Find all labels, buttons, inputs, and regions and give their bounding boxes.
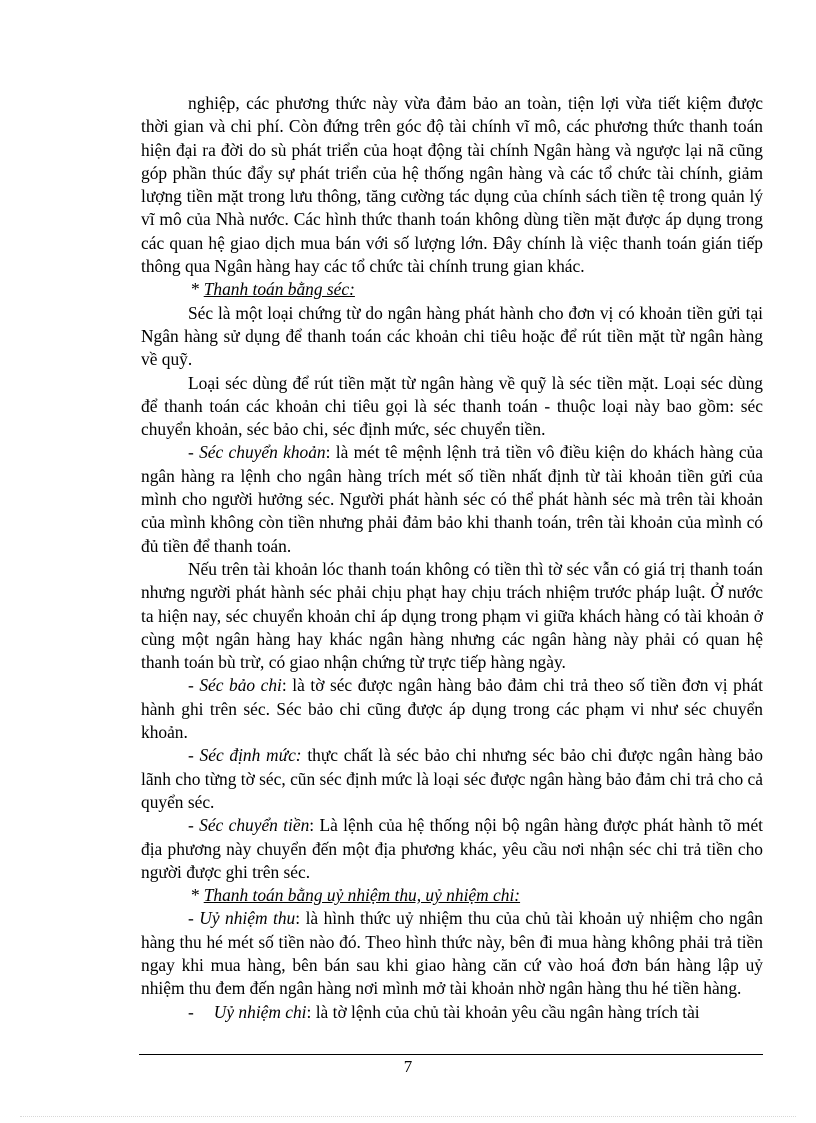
paragraph-cheque-definition: Séc là một loại chứng từ do ngân hàng phát hành cho đơn vị có khoản tiền gửi tại Ngân hàng sử dụng để thanh toán các khoản chi tiêu hoặc để rút tiền mặt từ ngân hàng về quỹ. [141,302,763,370]
heading-bullet: * [191,279,200,300]
dash: - [188,745,200,766]
definition: : là tờ lệnh của chủ tài khoản yêu cầu ngân hàng trích tài [306,1001,700,1022]
paragraph-limited-cheque [141,744,763,814]
term: Séc chuyển tiền [199,815,310,836]
paragraph-remittance-cheque [141,814,763,884]
paragraph-certified-cheque [141,674,763,744]
heading-bullet: * [191,885,200,906]
section-heading-cheque [141,278,763,301]
term: Séc định mức: [199,745,302,766]
heading-text: Thanh toán bằng uỷ nhiệm thu, uỷ nhiệm chi: [203,885,521,906]
paragraph-transfer-cheque-detail: Nếu trên tài khoản lóc thanh toán không có tiền thì tờ séc vẫn có giá trị thanh toán nhưng người phát hành séc phải chịu phạt hay chịu trách nhiệm trước pháp luật. Ở nước ta hiện nay, séc chuyển khoản chỉ áp dụng trong phạm vi giữa khách hàng có tài khoản ở cùng một ngân hàng hay khác ngân hàng nhưng các ngân hàng này phải có quan hệ thanh toán bù trừ, có giao nhận chứng từ trực tiếp hàng ngày. [141,558,763,673]
paragraph-cheque-types: Loại séc dùng để rút tiền mặt từ ngân hàng về quỹ là séc tiền mặt. Loại séc dùng để thanh toán các khoản chi tiêu gọi là séc thanh toán - thuộc loại này bao gồm: séc chuyển khoản, séc bảo chi, séc định mức, séc chuyển tiền. [141,372,763,440]
definition: : là hình thức uỷ nhiệm thu của chủ tài khoản uỷ nhiệm cho ngân hàng thu hé mét số tiền nào đó. Theo hình thức này, bên đi mua hàng không phải trả tiền ngay khi mua hàng, bên bán sau khi giao hàng căn cứ vào hoá đơn bán hàng lập uỷ nhiệm thu đem đến ngân hàng nơi mình mở tài khoản nhờ ngân hàng thu hé tiền hàng. [141,908,763,999]
term: Uỷ nhiệm thu [199,908,296,929]
dash: - [188,1001,194,1022]
dash: - [188,815,200,836]
paragraph-collection-order [141,907,763,1000]
definition: thực chất là séc bảo chi nhưng séc bảo chi được ngân hàng bảo lãnh cho từng tờ séc, cũn séc định mức là loại séc được ngân hàng bảo đảm chi trả cho cả quyển séc. [141,745,764,812]
page-bottom-border [20,1116,796,1117]
dash: - [188,442,200,463]
paragraph-intro: nghiệp, các phương thức này vừa đảm bảo an toàn, tiện lợi vừa tiết kiệm được thời gian và chi phí. Còn đứng trên góc độ tài chính vĩ mô, các phương thức thanh toán hiện đại ra đời do sù phát triển của hoạt động tài chính Ngân hàng và ngược lại nã cũng góp phần thúc đẩy sự phát triển của hệ thống ngân hàng và các tổ chức tài chính, giảm lượng tiền mặt trong lưu thông, tăng cường tác dụng của chính sách tiền tệ trong quản lý vĩ mô của Nhà nước. Các hình thức thanh toán không dùng tiền mặt được áp dụng trong các quan hệ giao dịch mua bán với số lượng lớn. Đây chính là việc thanh toán gián tiếp thông qua Ngân hàng hay các tổ chức tài chính trung gian khác. [141,93,763,277]
definition: : là mét tê mệnh lệnh trả tiền vô điều kiện do khách hàng của ngân hàng ra lệnh cho ngân hàng trích mét số tiền nhất định từ tài khoản tiền gửi của mình cho người hưởng séc. Người phát hành séc có thể phát hành séc mà trên tài khoản của mình không còn tiền nhưng phải đảm bảo khi thanh toán, trên tài khoản của mình có đủ tiền để thanh toán. [141,442,764,556]
term: Séc chuyển khoản [199,442,326,463]
definition: : là tờ séc được ngân hàng bảo đảm chi trả theo số tiền đơn vị phát hành ghi trên séc. Séc bảo chi cũng được áp dụng trong các phạm vi như séc chuyển khoản. [141,675,764,743]
section-heading-collection-payment [141,884,763,907]
definition: : Là lệnh của hệ thống nội bộ ngân hàng được phát hành tõ mét địa phương này chuyển đến một địa phương khác, yêu cầu nơi nhận séc chi trả tiền cho người được ghi trên séc. [141,815,763,882]
dash: - [188,675,200,696]
page-number: 7 [403,1057,413,1076]
heading-text: Thanh toán bằng séc: [203,279,355,300]
footer-divider [139,1054,763,1055]
body-text [141,92,763,1024]
term: Séc bảo chi [199,675,282,696]
dash: - [188,908,200,929]
paragraph-payment-order [141,1001,763,1024]
term: Uỷ nhiệm chi [213,1001,307,1022]
paragraph-transfer-cheque [141,441,763,557]
